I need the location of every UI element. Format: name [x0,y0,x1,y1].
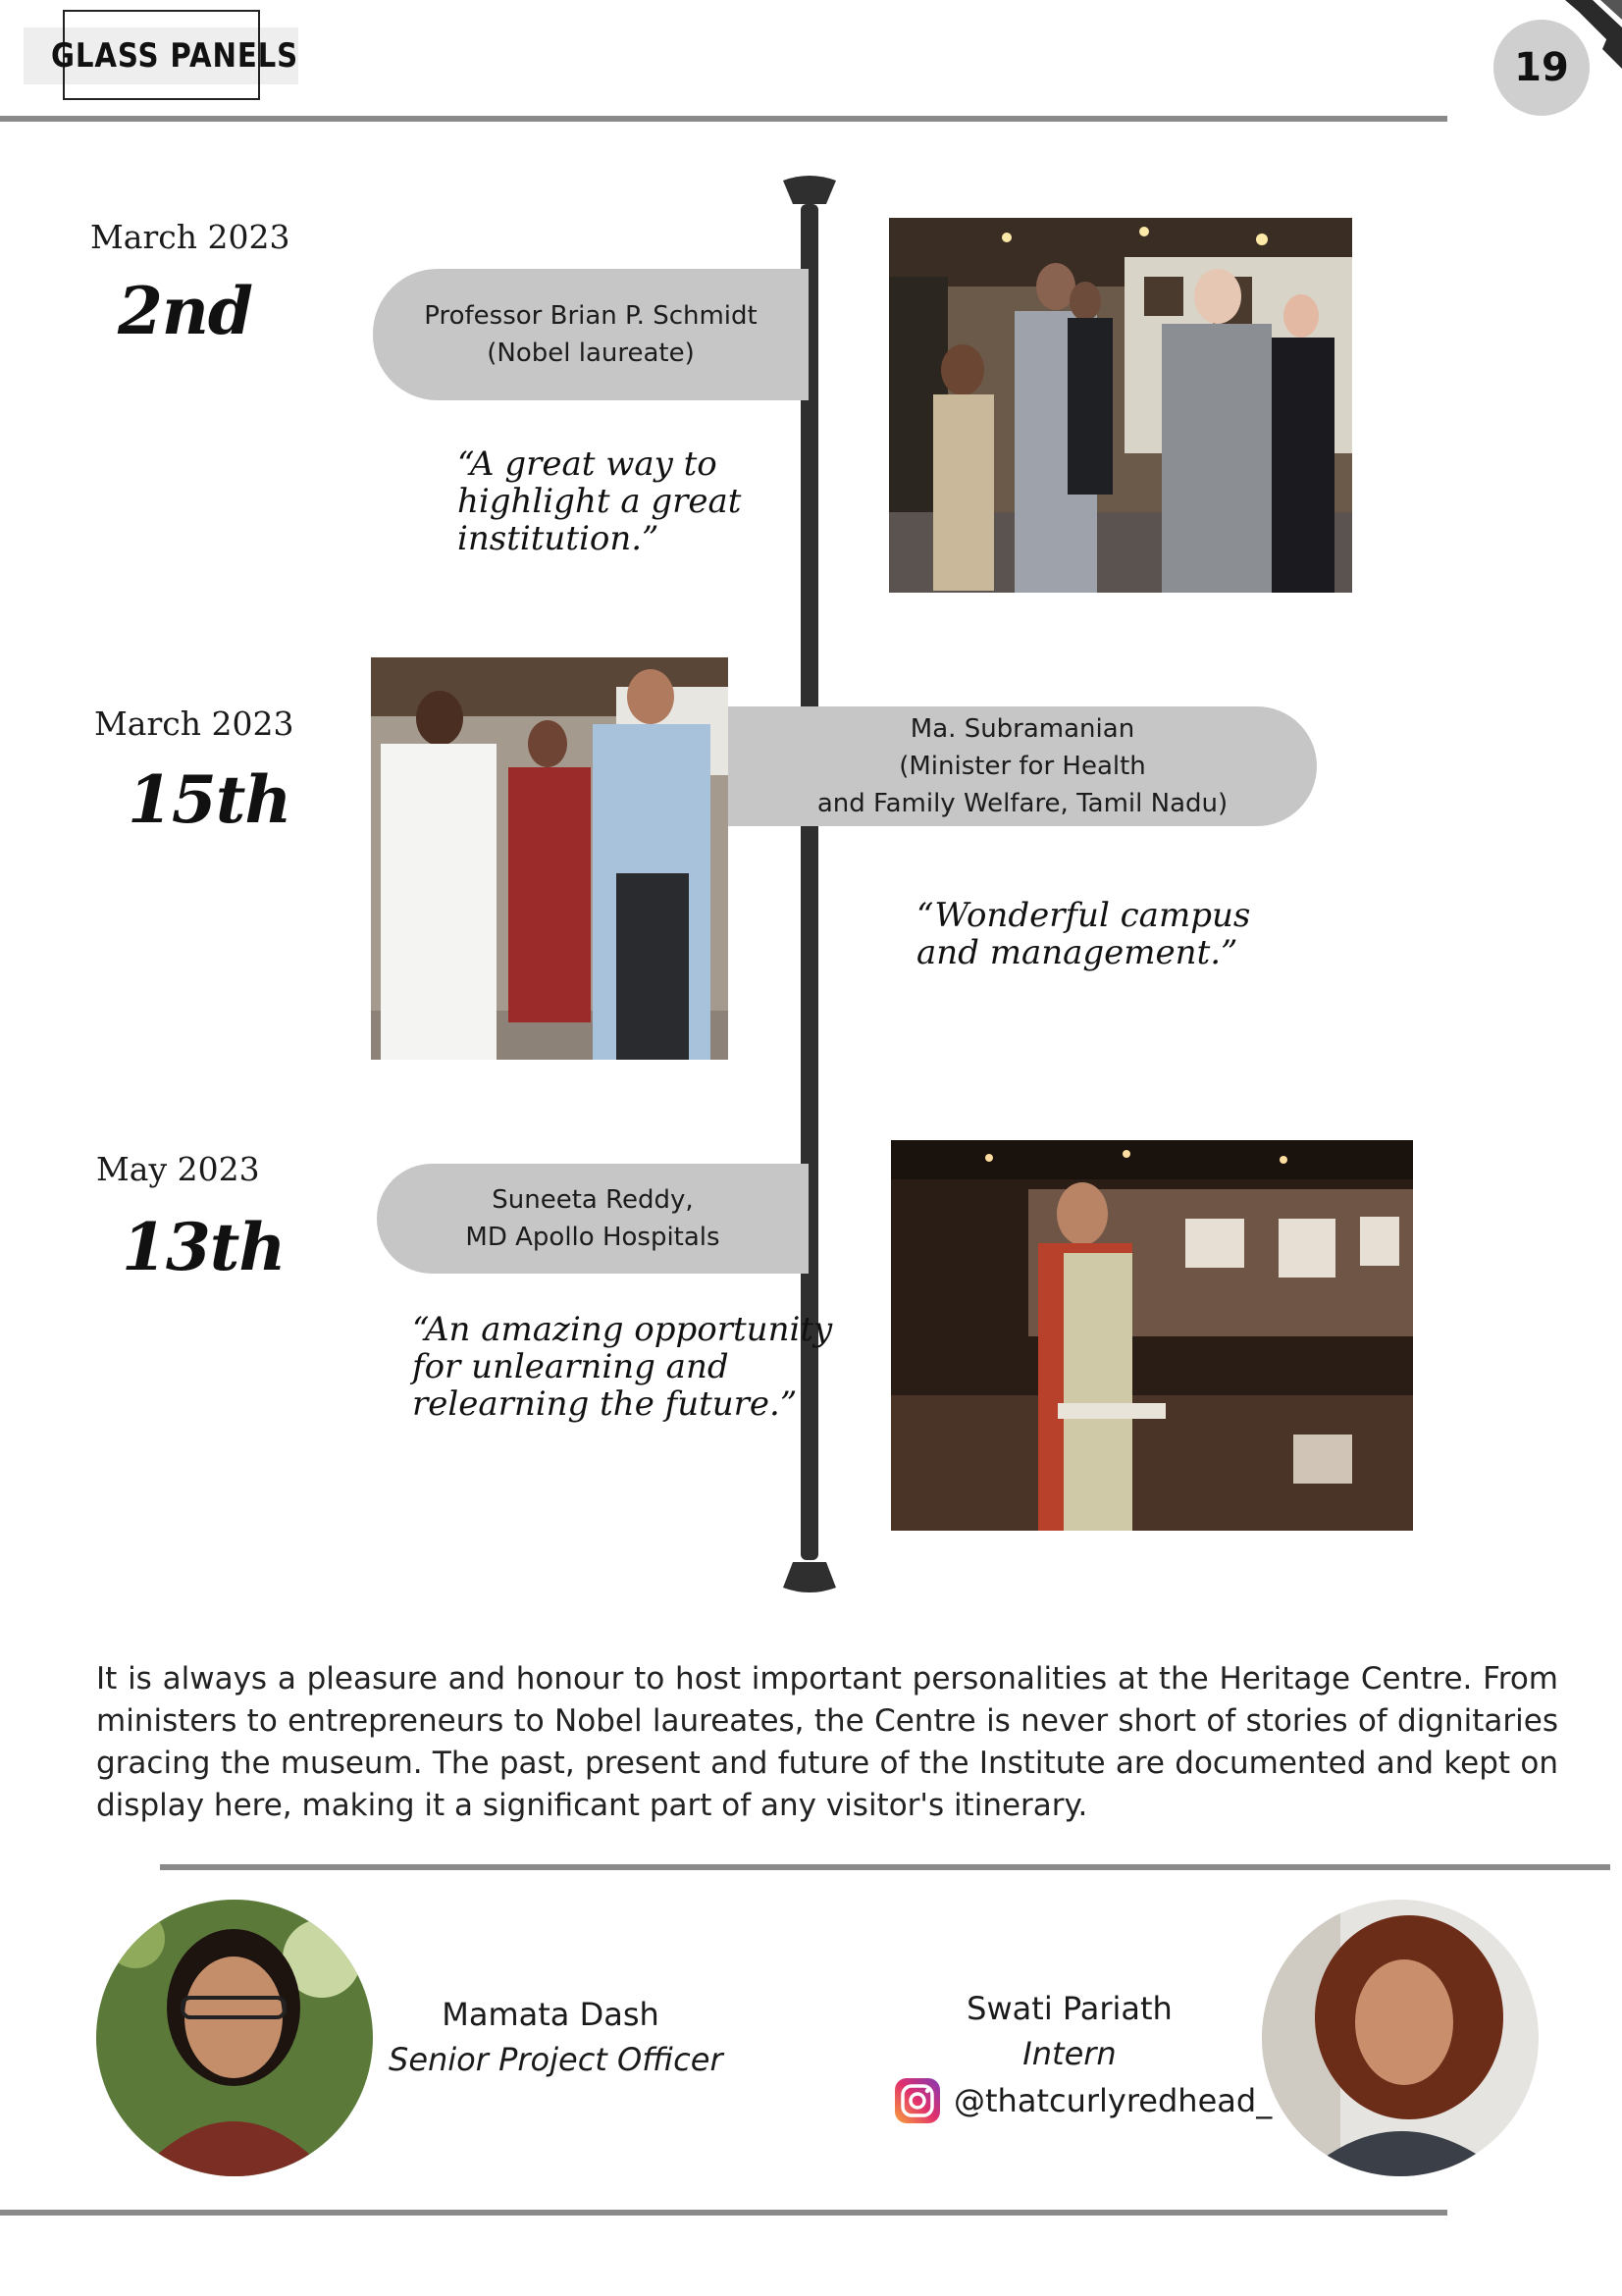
credit-name: Mamata Dash [442,1996,659,2033]
entry-3-day: 13th [122,1209,286,1285]
entry-1-day: 2nd [118,273,253,349]
credits-divider [160,1864,1610,1870]
entry-3-visitor-line: MD Apollo Hospitals [465,1223,720,1252]
entry-2-quote: “Wonderful campus and management.” [916,896,1251,972]
entry-2-month: March 2023 [94,704,294,743]
page-number: 19 [1493,20,1590,116]
avatar-mamata-dash [96,1900,373,2176]
corner-decoration-icon [1532,0,1622,69]
entry-1-month: March 2023 [90,218,290,256]
credit-name: Swati Pariath [967,1990,1173,2027]
entry-2-visitor-line: Ma. Subramanian [910,714,1135,744]
entry-2-day: 15th [128,761,291,838]
avatar-swati-pariath [1262,1900,1539,2176]
entry-2-visitor-pill [728,706,1317,826]
entry-2-visitor-line: (Minister for Health [899,752,1146,781]
timeline-cap-top-icon [781,171,838,210]
entry-1-photo [889,218,1352,593]
credit-swati-pariath [893,1986,1273,2137]
instagram-handle-text: @thatcurlyredhead_ [954,2082,1273,2119]
entry-3-photo [891,1140,1413,1531]
instagram-handle[interactable] [893,2076,1272,2125]
footer-divider [0,2210,1447,2216]
instagram-icon [893,2076,942,2125]
entry-3-visitor-line: Suneeta Reddy, [492,1185,694,1215]
entry-3-visitor-pill [377,1164,809,1274]
entry-2-photo [371,657,728,1060]
entry-3-quote: “An amazing opportunity for unlearning and relearning the future.” [412,1310,833,1424]
entry-1-visitor-pill [373,269,809,400]
entry-3-month: May 2023 [96,1150,260,1188]
entry-2-visitor-line: and Family Welfare, Tamil Nadu) [816,789,1229,818]
header-divider [0,116,1447,122]
timeline-cap-bottom-icon [781,1558,838,1597]
entry-1-visitor-line: Professor Brian P. Schmidt [424,301,758,331]
section-title: GLASS PANELS [51,36,299,76]
entry-1-visitor-line: (Nobel laureate) [487,339,695,368]
entry-1-quote: “A great way to highlight a great institution.” [457,444,742,558]
credit-mamata-dash [389,1992,723,2082]
credit-role: Intern [1022,2035,1117,2072]
credit-role: Senior Project Officer [389,2041,723,2078]
body-paragraph: It is always a pleasure and honour to host important personalities at the Heritage Centre. From ministers to entrepreneurs to Nobel laureates, the Centre is never short of stories of dignitaries gracing the museum. The past, present and future of the Institute are documented and kept on display here, making it a significant part of any visitor's itinerary. [96,1661,1558,1823]
